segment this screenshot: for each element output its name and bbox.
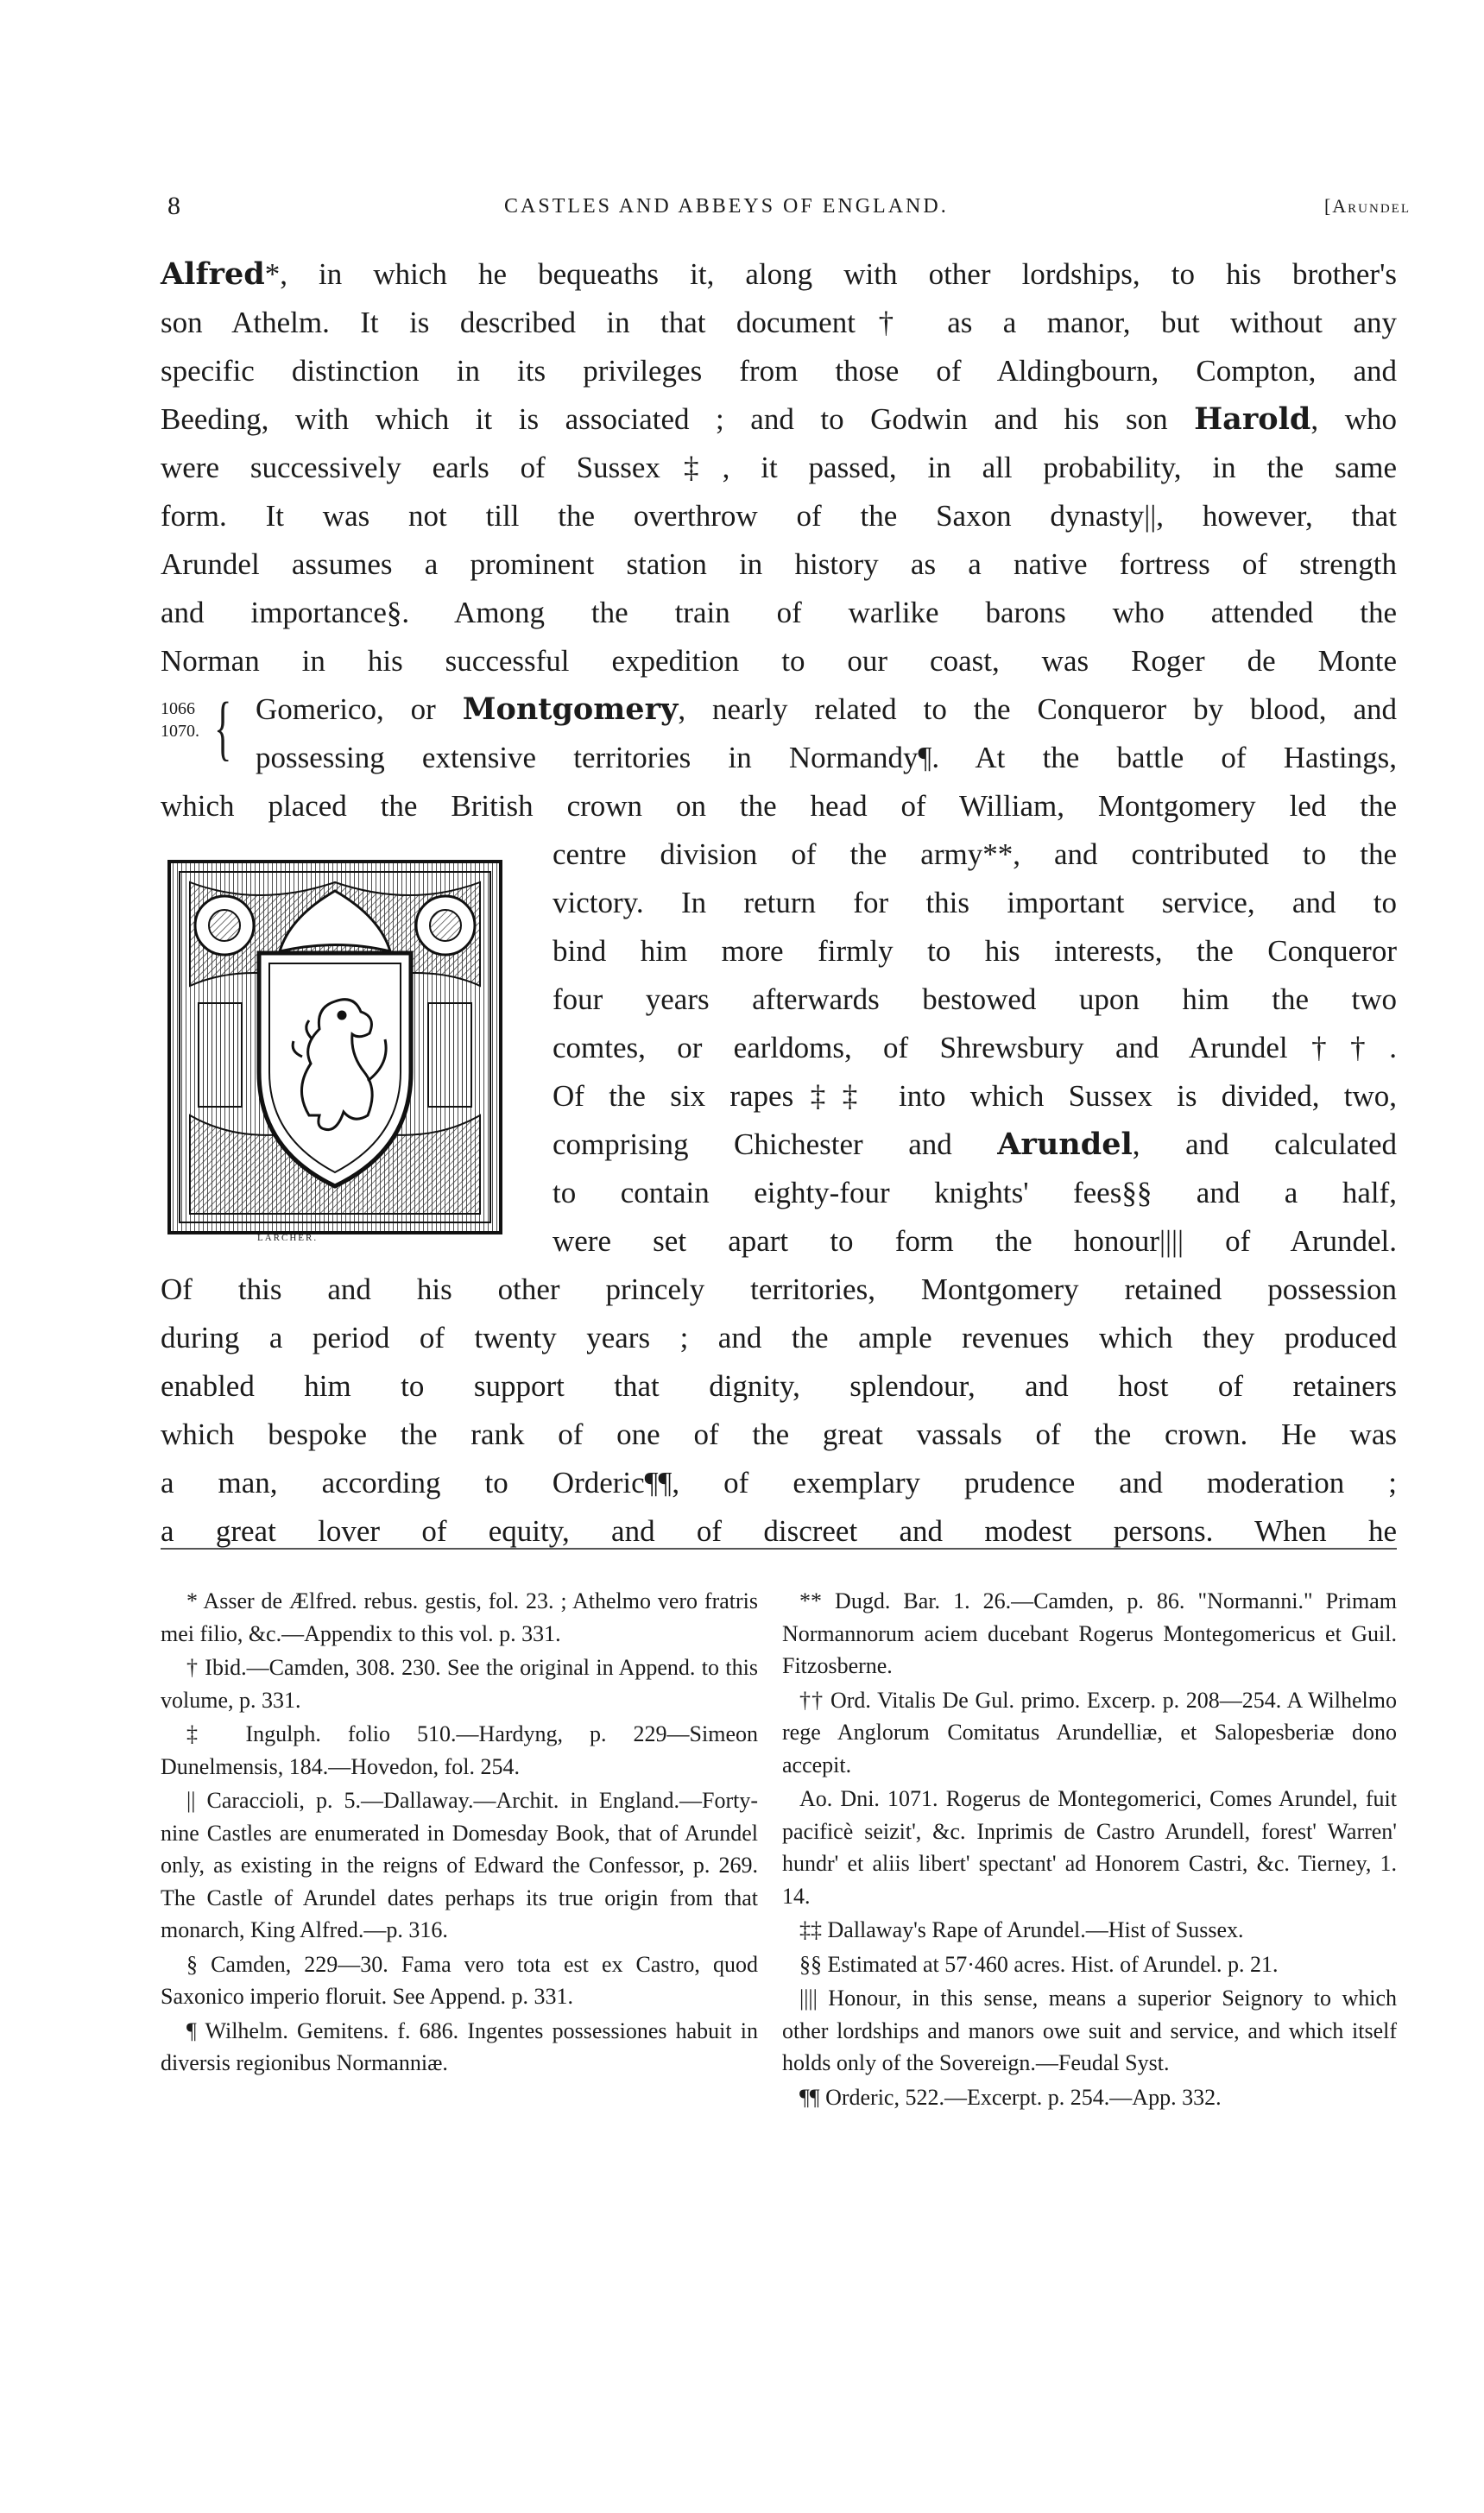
margin-date: [161, 688, 232, 775]
body-line-24: enabled him to support that dignity, splendour, and host of retainers: [161, 1369, 1397, 1403]
body-line-8: and importance§. Among the train of warlike barons who attended the: [161, 596, 1397, 629]
body-line-12: which placed the British crown on the head of William, Montgomery led the: [161, 789, 1397, 823]
footnote: ‡ Ingulph. folio 510.—Hardyng, p. 229—Simeon Dunelmensis, 184.—Hovedon, fol. 254.: [161, 1721, 758, 1779]
running-header: [167, 192, 1411, 226]
footnote: Ao. Dni. 1071. Rogerus de Montegomerici, Comes Arundel, fuit pacificè seizit', &c. Inprimis de Castro Arundell, forest' Warren' hundr' et aliis libert' spectant' ad Honorem Castri, &c. Tierney, 1. 14.: [782, 1786, 1397, 1909]
heraldic-shield-engraving: [164, 856, 506, 1241]
body-line-21: were set apart to form the honour|||| of Arundel.: [553, 1224, 1397, 1258]
body-line-4: Beeding, with which it is associated ; and to Godwin and his son Harold, who: [161, 401, 1397, 437]
body-line-17: comtes, or earldoms, of Shrewsbury and Arundel††.: [553, 1031, 1397, 1064]
footnote: * Asser de Ælfred. rebus. gestis, fol. 23. ; Athelmo vero fratris mei filio, &c.—Appendix to this vol. p. 331.: [161, 1588, 758, 1646]
footnotes-right-column: [782, 1585, 1397, 2115]
body-line-14: victory. In return for this important service, and to: [553, 886, 1397, 919]
body-line-5: were successively earls of Sussex‡, it passed, in all probability, in the same: [161, 451, 1397, 484]
body-line-11: possessing extensive territories in Normandy¶. At the battle of Hastings,: [256, 741, 1397, 774]
body-line-16: four years afterwards bestowed upon him the two: [553, 982, 1397, 1016]
margin-date-start: 1066: [161, 699, 195, 718]
body-line-23: during a period of twenty years ; and the ample revenues which they produced: [161, 1321, 1397, 1354]
black-letter-arundel: Arundel: [997, 1127, 1133, 1162]
footnote-rule: [161, 1548, 1397, 1550]
footnote: ¶ Wilhelm. Gemitens. f. 686. Ingentes possessiones habuit in diversis regionibus Normanniæ.: [161, 2017, 758, 2075]
body-line-1: Alfred*, in which he bequeaths it, along with other lordships, to his brother's: [161, 256, 1397, 292]
body-line-3: specific distinction in its privileges from those of Aldingbourn, Compton, and: [161, 354, 1397, 388]
body-line-20: to contain eighty-four knights' fees§§ and a half,: [553, 1176, 1397, 1209]
lion-rampant-shield-icon: [164, 856, 506, 1241]
body-line-18: Of the six rapes‡‡ into which Sussex is divided, two,: [553, 1079, 1397, 1113]
body-line-6: form. It was not till the overthrow of the Saxon dynasty||, however, that: [161, 499, 1397, 533]
body-line-2: son Athelm. It is described in that document† as a manor, but without any: [161, 306, 1397, 339]
footnote: § Camden, 229—30. Fama vero tota est ex Castro, quod Saxonico imperio floruit. See Append. p. 331.: [161, 1951, 758, 2009]
body-line-10: Gomerico, or Montgomery, nearly related to the Conqueror by blood, and: [256, 691, 1397, 727]
black-letter-alfred: Alfred: [161, 256, 265, 292]
footnote: † Ibid.—Camden, 308. 230. See the original in Append. to this volume, p. 331.: [161, 1655, 758, 1713]
body-line-19: comprising Chichester and Arundel, and calculated: [553, 1127, 1397, 1162]
section-label: [Arundel: [1323, 195, 1411, 217]
page-number: 8: [167, 192, 180, 220]
body-line-7: Arundel assumes a prominent station in history as a native fortress of strength: [161, 547, 1397, 581]
footnote: †† Ord. Vitalis De Gul. primo. Excerp. p. 208—254. A Wilhelmo rege Anglorum Comitatus Arundelliæ, et Salopesberiæ dono accepit.: [782, 1687, 1397, 1777]
footnotes-left-column: [161, 1585, 758, 2081]
body-line-9: Norman in his successful expedition to our coast, was Roger de Monte: [161, 644, 1397, 678]
footnote: ¶¶ Orderic, 522.—Excerpt. p. 254.—App. 332.: [799, 2084, 1222, 2110]
footnote: ** Dugd. Bar. 1. 26.—Camden, p. 86. "Normanni." Primam Normannorum aciem ducebant Rogerus Montegomericus et Guil. Fitzosberne.: [782, 1588, 1397, 1678]
engraver-credit: LARCHER.: [257, 1233, 319, 1243]
body-line-26: a man, according to Orderic¶¶, of exemplary prudence and moderation ;: [161, 1466, 1397, 1500]
running-title: CASTLES AND ABBEYS OF ENGLAND.: [504, 195, 949, 218]
black-letter-harold: Harold: [1194, 401, 1311, 437]
footnote: §§ Estimated at 57·460 acres. Hist. of Arundel. p. 21.: [799, 1951, 1279, 1977]
margin-date-end: 1070.: [161, 722, 199, 741]
footnote: |||| Honour, in this sense, means a superior Seignory to which other lordships and manors owe suit and service, and which itself holds only of the Sovereign.—Feudal Syst.: [782, 1986, 1397, 2075]
body-line-13: centre division of the army**, and contributed to the: [553, 837, 1397, 871]
footnote: ‡‡ Dallaway's Rape of Arundel.—Hist of Sussex.: [799, 1917, 1244, 1942]
brace-icon: {: [214, 688, 232, 768]
body-line-22: Of this and his other princely territories, Montgomery retained possession: [161, 1272, 1397, 1306]
body-line-25: which bespoke the rank of one of the great vassals of the crown. He was: [161, 1418, 1397, 1451]
footnote: || Caraccioli, p. 5.—Dallaway.—Archit. in England.—Forty-nine Castles are enumerated in Domesday Book, that of Arundel only, as existing in the reigns of Edward the Confessor, p. 269. The Castle of Arundel dates perhaps its true origin from that monarch, King Alfred.—p. 316.: [161, 1788, 758, 1942]
black-letter-montgomery: Montgomery: [462, 691, 679, 727]
body-line-15: bind him more firmly to his interests, the Conqueror: [553, 934, 1397, 968]
body-line-27: a great lover of equity, and of discreet and modest persons. When he: [161, 1514, 1397, 1548]
